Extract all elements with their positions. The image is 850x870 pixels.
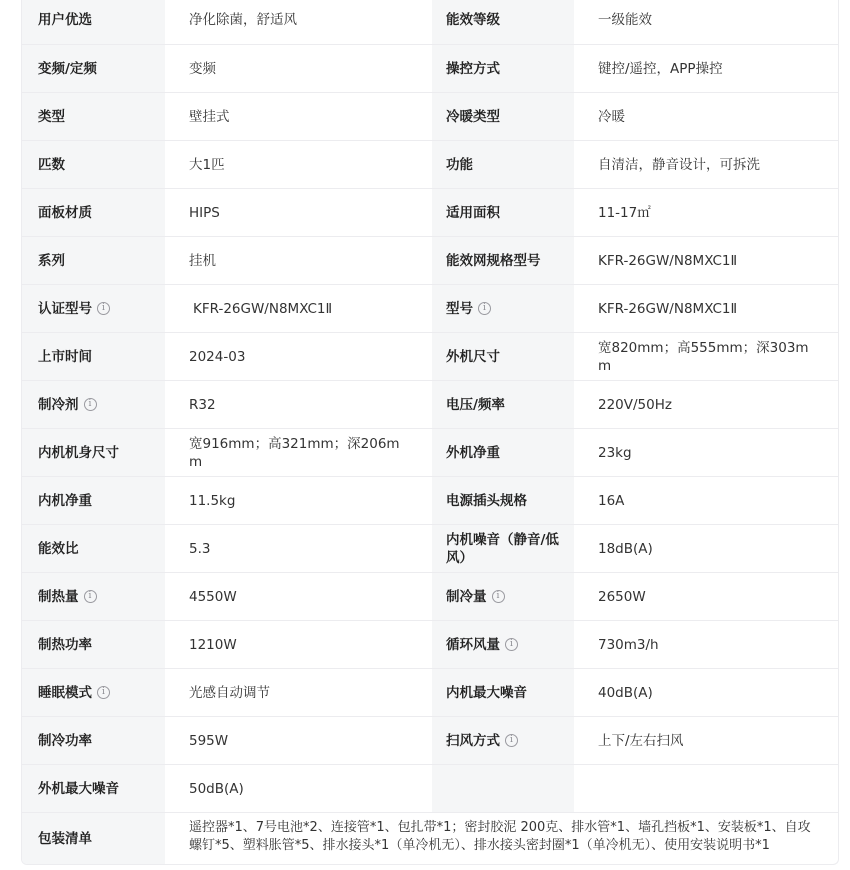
spec-row xyxy=(22,380,838,428)
spec-label-with-info xyxy=(432,717,574,764)
spec-label-text: 制冷剂 xyxy=(38,396,79,413)
package-row xyxy=(22,812,838,864)
spec-label-with-info xyxy=(22,285,165,332)
spec-label-text: 睡眠模式 xyxy=(38,684,92,701)
spec-label: 外机净重 xyxy=(432,429,574,476)
package-value xyxy=(165,813,838,864)
spec-label: 外机尺寸 xyxy=(432,333,574,380)
info-circle-icon[interactable]: i xyxy=(505,734,518,747)
spec-label-with-info xyxy=(432,285,574,332)
spec-row xyxy=(22,668,838,716)
spec-value: 40dB(A) xyxy=(598,684,653,701)
spec-label: 电压/频率 xyxy=(432,381,574,428)
spec-row xyxy=(22,572,838,620)
spec-value: KFR-26GW/N8MXC1Ⅱ xyxy=(598,252,738,269)
spec-value: 1210W xyxy=(189,636,237,653)
spec-label: 用户优选 xyxy=(22,0,165,44)
spec-row xyxy=(22,428,838,476)
spec-row xyxy=(22,236,838,284)
spec-label: 面板材质 xyxy=(22,189,165,236)
spec-row xyxy=(22,620,838,668)
spec-value: 净化除菌，舒适风 xyxy=(189,12,297,28)
info-circle-icon[interactable]: i xyxy=(492,590,505,603)
spec-label: 匹数 xyxy=(22,141,165,188)
spec-label-with-info xyxy=(22,573,165,620)
spec-value: 2650W xyxy=(598,588,646,605)
spec-label-text: 循环风量 xyxy=(446,636,500,653)
spec-label: 内机机身尺寸 xyxy=(22,429,165,476)
spec-label: 冷暖类型 xyxy=(432,93,574,140)
spec-row xyxy=(22,0,838,44)
spec-label-with-info xyxy=(432,573,574,620)
spec-value: 冷暖 xyxy=(598,108,625,125)
info-circle-icon[interactable]: i xyxy=(97,302,110,315)
spec-label: 操控方式 xyxy=(432,45,574,92)
spec-label-text: 型号 xyxy=(446,300,473,317)
spec-value: 宽820mm；高555mm；深303mm xyxy=(598,339,809,374)
spec-label-text: 认证型号 xyxy=(38,300,92,317)
spec-label: 能效等级 xyxy=(432,0,574,44)
spec-row xyxy=(22,716,838,764)
spec-label: 变频/定频 xyxy=(22,45,165,92)
spec-value: HIPS xyxy=(189,204,220,221)
spec-value: 宽916mm；高321mm；深206mm xyxy=(189,435,400,470)
spec-value: 光感自动调节 xyxy=(189,684,270,701)
spec-value: 4550W xyxy=(189,588,237,605)
spec-value: 5.3 xyxy=(189,540,211,557)
spec-label-text: 制热量 xyxy=(38,588,79,605)
spec-row xyxy=(22,284,838,332)
spec-label-with-info xyxy=(432,621,574,668)
spec-row xyxy=(22,140,838,188)
spec-label: 内机最大噪音 xyxy=(432,669,574,716)
spec-label: 系列 xyxy=(22,237,165,284)
spec-label-empty xyxy=(432,765,574,812)
spec-label: 能效比 xyxy=(22,525,165,572)
package-label: 包装清单 xyxy=(22,813,165,864)
spec-label: 外机最大噪音 xyxy=(22,765,165,812)
spec-value: 壁挂式 xyxy=(189,108,230,125)
spec-value: 16A xyxy=(598,492,625,509)
spec-value: 2024-03 xyxy=(189,348,246,365)
spec-label: 内机净重 xyxy=(22,477,165,524)
spec-row xyxy=(22,332,838,380)
package-list-text: 遥控器*1、7号电池*2、连接管*1、包扎带*1；密封胶泥 200克、排水管*1、墙孔挡板*1、安装板*1、自攻螺钉*5、塑料胀管*5、排水接头*1（单冷机无）、排水接头密封圈*1（单冷机无）、使用安装说明书*1 xyxy=(189,820,811,853)
spec-value: 23kg xyxy=(598,444,632,461)
spec-label: 功能 xyxy=(432,141,574,188)
spec-label: 上市时间 xyxy=(22,333,165,380)
info-circle-icon[interactable]: i xyxy=(84,398,97,411)
spec-row xyxy=(22,44,838,92)
spec-label: 适用面积 xyxy=(432,189,574,236)
spec-row xyxy=(22,476,838,524)
spec-value: 50dB(A) xyxy=(189,780,244,797)
spec-value-empty xyxy=(574,765,838,812)
spec-row xyxy=(22,188,838,236)
spec-label: 类型 xyxy=(22,93,165,140)
spec-value: 730m3/h xyxy=(598,636,659,653)
spec-label: 内机噪音（静音/低风） xyxy=(432,525,574,572)
spec-value: 11-17㎡ xyxy=(598,204,651,221)
spec-value: 上下/左右扫风 xyxy=(598,732,684,749)
spec-label: 电源插头规格 xyxy=(432,477,574,524)
spec-value: 220V/50Hz xyxy=(598,396,672,413)
spec-value: 自清洁，静音设计，可拆洗 xyxy=(598,156,760,173)
spec-label-with-info xyxy=(22,669,165,716)
spec-value: R32 xyxy=(189,396,216,413)
spec-label-text: 制冷量 xyxy=(446,588,487,605)
spec-value: 595W xyxy=(189,732,229,749)
spec-label: 制热功率 xyxy=(22,621,165,668)
spec-value: 挂机 xyxy=(189,252,216,269)
spec-row xyxy=(22,92,838,140)
spec-label: 制冷功率 xyxy=(22,717,165,764)
spec-row xyxy=(22,524,838,572)
spec-label-text: 扫风方式 xyxy=(446,732,500,749)
info-circle-icon[interactable]: i xyxy=(97,686,110,699)
spec-value: 大1匹 xyxy=(189,156,225,173)
spec-row xyxy=(22,764,838,812)
spec-label: 能效网规格型号 xyxy=(432,237,574,284)
spec-value: 变频 xyxy=(189,60,216,77)
spec-label-with-info xyxy=(22,381,165,428)
spec-value: KFR-26GW/N8MXC1Ⅱ xyxy=(598,300,738,317)
info-circle-icon[interactable]: i xyxy=(84,590,97,603)
info-circle-icon[interactable]: i xyxy=(478,302,491,315)
spec-value: 18dB(A) xyxy=(598,540,653,557)
info-circle-icon[interactable]: i xyxy=(505,638,518,651)
spec-value: 11.5kg xyxy=(189,492,236,509)
spec-value: 一级能效 xyxy=(598,12,652,28)
spec-value: KFR-26GW/N8MXC1Ⅱ xyxy=(193,300,333,317)
spec-value: 键控/遥控，APP操控 xyxy=(598,60,723,77)
spec-table xyxy=(21,0,839,865)
